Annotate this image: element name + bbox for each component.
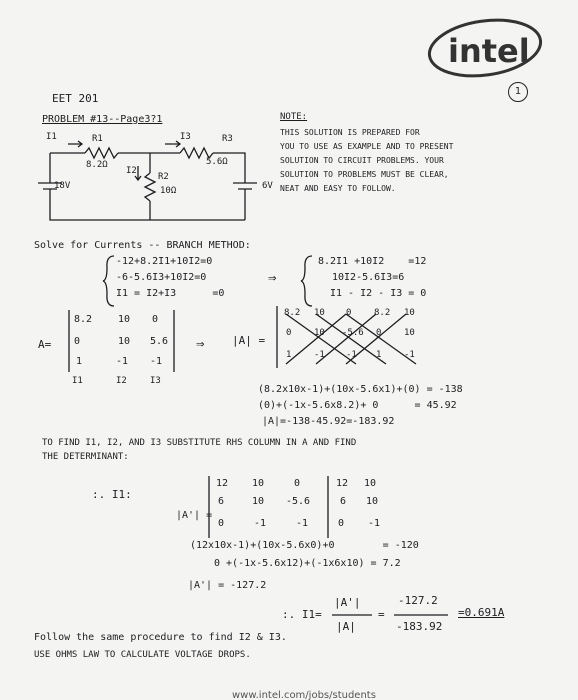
- matrix-cell: 0: [74, 336, 81, 347]
- det-a-result: |A|=-138-45.92=-183.92: [262, 416, 395, 427]
- det-cell: 8.2: [284, 308, 301, 318]
- det-a1-label: |A'| =: [176, 510, 213, 521]
- det-a-calc-line: (0)+(-1x-5.6x8.2)+ 0 = 45.92: [258, 400, 457, 411]
- det-cell: 10: [404, 308, 415, 318]
- det-cell: 0: [286, 328, 292, 338]
- matrix-a-label: A=: [38, 338, 52, 351]
- implies-arrow: ⇒: [268, 270, 277, 286]
- equation-right: 10I2-5.6I3=6: [332, 272, 405, 283]
- det-cell: 10: [314, 328, 325, 338]
- page-number-badge: 1: [508, 82, 528, 102]
- footer-url: www.intel.com/jobs/students: [232, 690, 376, 700]
- matrix-cell: 1: [76, 356, 83, 367]
- r1-label: R1: [92, 134, 103, 144]
- find-instruction: THE DETERMINANT:: [42, 452, 129, 462]
- r2-label: R2: [158, 172, 169, 182]
- column-label: I1: [72, 376, 83, 386]
- method-heading: Solve for Currents -- BRANCH METHOD:: [34, 240, 251, 251]
- matrix-cell: -1: [116, 356, 129, 367]
- det-cell: 12: [216, 478, 229, 489]
- det-a1-calc-line: (12x10x-1)+(10x-5.6x0)+0 = -120: [190, 540, 419, 551]
- det-cell: 10: [252, 496, 265, 507]
- equation-right: I1 - I2 - I3 = 0: [330, 288, 427, 299]
- r3-value: 5.6Ω: [206, 157, 228, 167]
- note-title: NOTE:: [280, 112, 308, 122]
- implies-arrow: ⇒: [196, 336, 205, 352]
- final-answer: =0.691A: [458, 606, 505, 619]
- note-line: NEAT AND EASY TO FOLLOW.: [280, 184, 396, 193]
- note-line: SOLUTION TO PROBLEMS MUST BE CLEAR,: [280, 170, 449, 179]
- det-cell: 6: [218, 496, 225, 507]
- det-cell: -1: [346, 350, 357, 360]
- r2-value: 10Ω: [160, 186, 177, 196]
- det-cell: 1: [286, 350, 292, 360]
- det-cell: 10: [366, 496, 379, 507]
- matrix-cell: 8.2: [74, 314, 93, 325]
- i2-label: I2: [126, 166, 137, 176]
- det-cell: 10: [314, 308, 325, 318]
- intel-logo-text: intel: [448, 32, 530, 70]
- r3-label: R3: [222, 134, 233, 144]
- equation-left: I1 = I2+I3 =0: [116, 288, 225, 299]
- equation-right: 8.2I1 +10I2 =12: [318, 256, 427, 267]
- det-cell: -5.6: [342, 328, 364, 338]
- right-brace: [300, 254, 314, 308]
- problem-title: PROBLEM #13--Page3?1: [42, 114, 163, 125]
- equation-left: -6-5.6I3+10I2=0: [116, 272, 207, 283]
- left-voltage: 18V: [54, 181, 71, 191]
- note-box: [280, 112, 552, 193]
- i1-label: I1: [46, 132, 57, 142]
- det-a-calc-line: (8.2x10x-1)+(10x-5.6x1)+(0) = -138: [258, 384, 463, 395]
- note-line: THIS SOLUTION IS PREPARED FOR: [280, 128, 420, 137]
- det-cell: 8.2: [374, 308, 391, 318]
- result-equals: =: [378, 608, 385, 621]
- i3-label: I3: [180, 132, 191, 142]
- result-lhs: :. I1=: [282, 608, 322, 621]
- result-den-value: -183.92: [396, 620, 443, 633]
- det-cell: 10: [252, 478, 265, 489]
- course-label: EET 201: [52, 92, 99, 105]
- det-cell: -1: [314, 350, 325, 360]
- note-line: SOLUTION TO CIRCUIT PROBLEMS. YOUR: [280, 156, 444, 165]
- det-cell: -5.6: [286, 496, 311, 507]
- i1-label: :. I1:: [92, 488, 132, 501]
- det-cell: -1: [368, 518, 381, 529]
- det-cell: -1: [254, 518, 267, 529]
- det-cell: 6: [340, 496, 347, 507]
- det-cell: 1: [376, 350, 382, 360]
- column-label: I3: [150, 376, 161, 386]
- right-voltage: 6V: [262, 181, 273, 191]
- matrix-cell: 5.6: [150, 336, 169, 347]
- r1-value: 8.2Ω: [86, 160, 108, 170]
- det-cell: 10: [364, 478, 377, 489]
- det-cell: 0: [338, 518, 345, 529]
- equation-left: -12+8.2I1+10I2=0: [116, 256, 213, 267]
- closing-line: USE OHMS LAW TO CALCULATE VOLTAGE DROPS.: [34, 650, 251, 660]
- matrix-cell: 10: [118, 336, 131, 347]
- closing-line: Follow the same procedure to find I2 & I3.: [34, 632, 287, 643]
- matrix-cell: 10: [118, 314, 131, 325]
- det-a-label: |A| =: [232, 334, 266, 347]
- det-cell: 0: [218, 518, 225, 529]
- det-cell: 0: [346, 308, 352, 318]
- find-instruction: TO FIND I1, I2, AND I3 SUBSTITUTE RHS COLUMN IN A AND FIND: [42, 438, 357, 448]
- det-a1-result: |A'| = -127.2: [188, 580, 267, 591]
- matrix-cell: -1: [150, 356, 163, 367]
- det-a1-calc-line: 0 +(-1x-5.6x12)+(-1x6x10) = 7.2: [214, 558, 401, 569]
- result-numerator: |A'|: [334, 596, 361, 609]
- result-num-value: -127.2: [398, 594, 438, 607]
- det-cell: 12: [336, 478, 349, 489]
- det-cell: -1: [296, 518, 309, 529]
- fraction-bars: [330, 612, 450, 618]
- matrix-cell: 0: [152, 314, 159, 325]
- left-brace: [102, 254, 116, 308]
- column-label: I2: [116, 376, 127, 386]
- det-cell: -1: [404, 350, 415, 360]
- det-cell: 0: [376, 328, 382, 338]
- det-cell: 10: [404, 328, 415, 338]
- det-cell: 0: [294, 478, 301, 489]
- result-denominator: |A|: [336, 620, 356, 633]
- note-line: YOU TO USE AS EXAMPLE AND TO PRESENT: [280, 142, 454, 151]
